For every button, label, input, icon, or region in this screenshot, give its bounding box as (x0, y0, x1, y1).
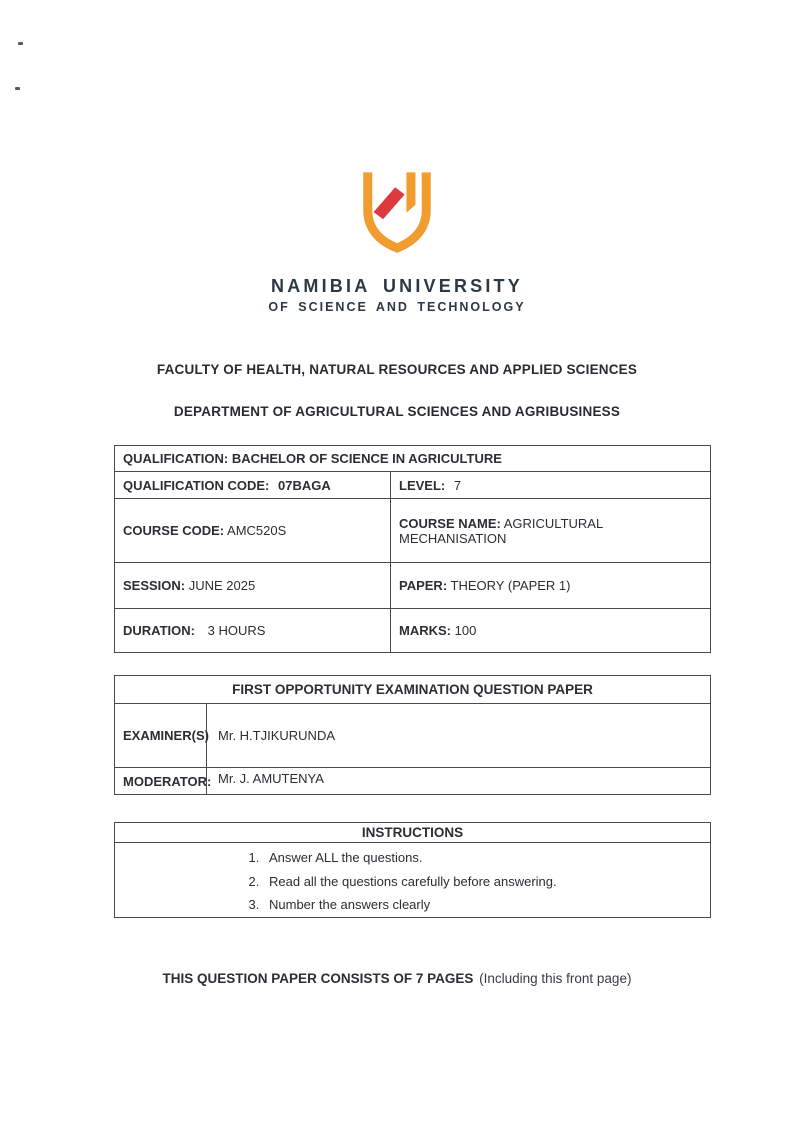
examiner-value-cell (207, 704, 711, 768)
course-name-cell (391, 499, 711, 563)
level-cell (391, 472, 711, 499)
scan-speck (15, 87, 20, 90)
qualification-row (115, 446, 711, 472)
exam-title-row (115, 676, 711, 704)
duration-value: 3 HOURS (207, 623, 266, 638)
university-subtitle: OF SCIENCE AND TECHNOLOGY (268, 300, 526, 314)
qualification-code-label: QUALIFICATION CODE: (123, 477, 270, 493)
paper-value: THEORY (PAPER 1) (450, 578, 571, 593)
level-value: 7 (453, 477, 462, 493)
duration-label: DURATION: (123, 623, 195, 638)
marks-cell (391, 609, 711, 653)
duration-cell (115, 609, 391, 653)
moderator-label: MODERATOR: (123, 773, 212, 789)
exam-title: FIRST OPPORTUNITY EXAMINATION QUESTION PAPER (232, 682, 593, 697)
examiner-label-cell (115, 704, 207, 768)
qualification-code-cell (115, 472, 391, 499)
course-code-value: AMC520S (227, 523, 287, 538)
level-label: LEVEL: (399, 477, 446, 493)
qualification-value: BACHELOR OF SCIENCE IN AGRICULTURE (231, 451, 502, 466)
course-code-label: COURSE CODE: (123, 523, 225, 538)
scan-speck (18, 42, 23, 45)
session-cell (115, 563, 391, 609)
moderator-value-cell (207, 768, 711, 795)
shield-inner-bar (406, 172, 415, 213)
session-row (115, 563, 711, 609)
instruction-item: 2. Read all the questions carefully before answering. (263, 870, 710, 894)
marks-value: 100 (454, 623, 477, 638)
duration-row (115, 609, 711, 653)
instruction-item: 1. Answer ALL the questions. (263, 846, 710, 870)
paper-cell (391, 563, 711, 609)
instructions-title-cell (115, 823, 711, 843)
qualification-cell (115, 446, 711, 472)
instructions-body-row (115, 843, 711, 918)
session-value: JUNE 2025 (188, 578, 256, 593)
course-name-label: COURSE NAME: (399, 515, 501, 531)
university-name: NAMIBIA UNIVERSITY (271, 276, 523, 296)
shield-red-banner (374, 187, 405, 219)
department-heading: DEPARTMENT OF AGRICULTURAL SCIENCES AND AGRIBUSINESS (173, 404, 621, 419)
page-count-statement: THIS QUESTION PAPER CONSISTS OF 7 PAGES (162, 971, 474, 986)
university-logo (0, 167, 794, 314)
nust-shield-icon (353, 167, 441, 257)
course-info-table (114, 445, 711, 653)
course-name-value: AGRICULTURAL MECHANISATION (399, 515, 603, 546)
paper-label: PAPER: (399, 578, 448, 593)
examiner-label: EXAMINER(S) (123, 728, 209, 743)
qualification-code-value: 07BAGA (277, 477, 331, 493)
page-count-note (0, 971, 794, 986)
instructions-list (115, 846, 710, 917)
qualification-label: QUALIFICATION: (123, 451, 229, 466)
instructions-table (114, 822, 711, 918)
examiner-value: Mr. H.TJIKURUNDA (218, 728, 335, 743)
moderator-value: Mr. J. AMUTENYA (218, 770, 324, 786)
instructions-body-cell (115, 843, 711, 918)
course-code-row (115, 499, 711, 563)
exam-title-cell (115, 676, 711, 704)
qualification-code-row (115, 472, 711, 499)
examiner-table (114, 675, 711, 795)
moderator-label-cell (115, 768, 212, 795)
course-code-cell (115, 499, 391, 563)
instructions-title: INSTRUCTIONS (361, 825, 464, 840)
moderator-row (115, 768, 711, 795)
session-label: SESSION: (123, 578, 186, 593)
examiner-row (115, 704, 711, 768)
instructions-title-row (115, 823, 711, 843)
faculty-heading: FACULTY OF HEALTH, NATURAL RESOURCES AND APPLIED SCIENCES (156, 362, 638, 377)
page-count-parenthetical: (Including this front page) (479, 971, 632, 986)
instruction-item: 3. Number the answers clearly (263, 893, 710, 917)
marks-label: MARKS: (399, 623, 451, 638)
